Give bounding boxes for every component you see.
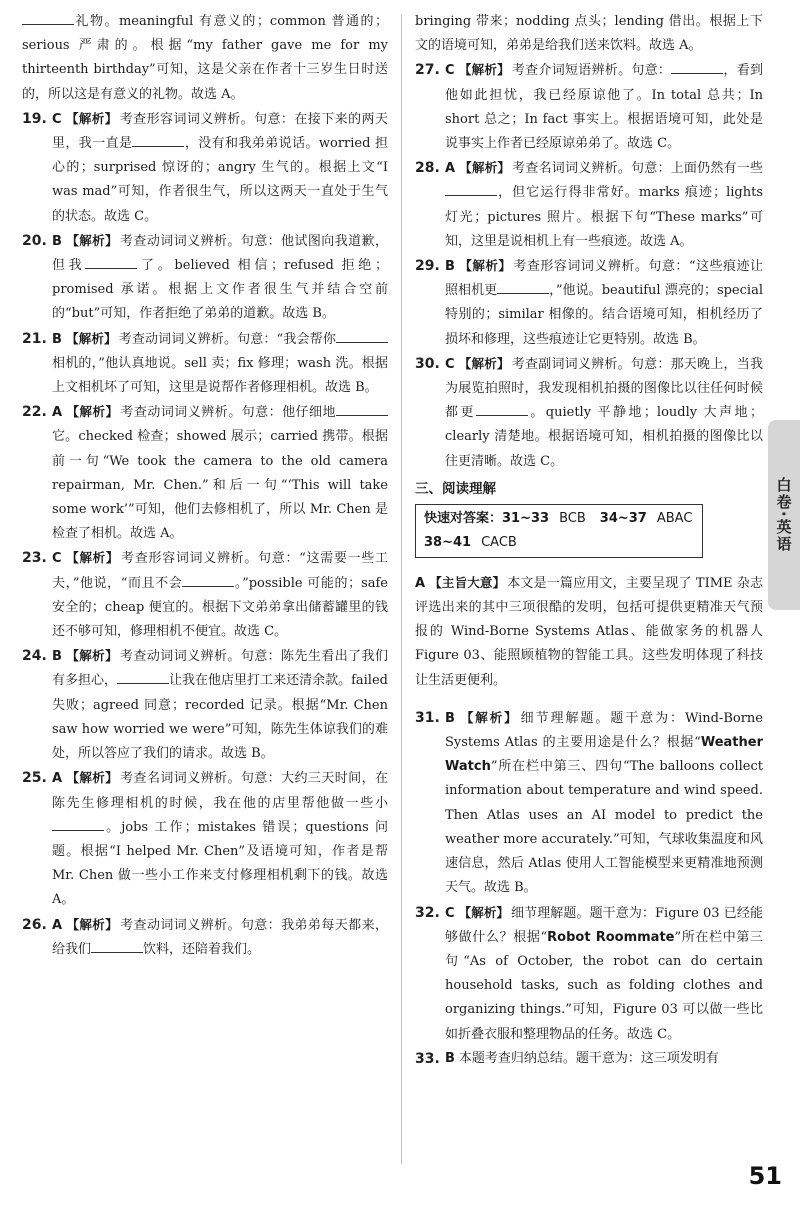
question-number: 28. bbox=[415, 160, 440, 177]
answer-letter: C bbox=[445, 905, 455, 921]
answer-item bbox=[22, 327, 388, 401]
question-number: 27. bbox=[415, 62, 440, 79]
answer-blank bbox=[336, 401, 388, 416]
side-tab-label: 白卷·英语 bbox=[774, 477, 793, 553]
main-idea-text: 本文是一篇应用文，主要呈现了 TIME 杂志评选出来的其中三项很酷的发明，包括可提供更精准天气预报的 Wind-Borne Systems Atlas、能做家务的机器人 Figure 03、能照顾植物的智能工具。这些发明体现了科技让生活更便利。 bbox=[415, 575, 763, 688]
answer-letter: B bbox=[52, 649, 62, 665]
answer-item bbox=[22, 644, 388, 766]
quick-answer-label: 快速对答案： bbox=[424, 510, 503, 526]
explanation-text: ，看到他如此担忧，我已经原谅他了。In total 总共；In short 总之；In fact 事实上。根据语境可知，此处是说事实上作者已经原谅弟弟了。故选 C。 bbox=[445, 63, 763, 152]
explanation-text: 考查介词短语辨析。句意： bbox=[511, 63, 672, 79]
answer-letter: C bbox=[445, 63, 455, 79]
quick-answer-box bbox=[415, 504, 703, 558]
explanation-text: 考查名词词义辨析。句意：上面仍然有一些 bbox=[512, 161, 763, 177]
reading-answers bbox=[415, 706, 763, 1071]
analysis-tag: 【解析】 bbox=[458, 258, 512, 274]
answer-blank bbox=[497, 279, 549, 294]
question-number: 23. bbox=[22, 550, 47, 567]
main-idea-tag: 【主旨大意】 bbox=[429, 574, 506, 590]
vocab-answers-continued bbox=[415, 10, 763, 474]
explanation-text: 礼物。meaningful 有意义的；common 普通的；serious 严肃的。根据“my father gave me for my thirteenth birthday”可知，这是父亲在作者十三岁生日时送的，所以这是有意义的礼物。故选 A。 bbox=[22, 14, 388, 102]
answer-letter: C bbox=[52, 111, 62, 127]
analysis-tag: 【解析】 bbox=[458, 709, 519, 725]
answer-blank bbox=[22, 10, 74, 25]
analysis-tag: 【解析】 bbox=[65, 550, 120, 566]
question-number: 22. bbox=[22, 404, 47, 421]
explanation-text: 它。checked 检查；showed 展示；carried 携带。根据前一句“We took the camera to the old camera repairman, Mr. Chen.”和后一句“‘This will take some work’”可知，他们去修相机了，所以 Mr. Chen 是检查了相机。故选 A。 bbox=[52, 429, 388, 542]
question-number: 33. bbox=[415, 1050, 440, 1067]
answer-letter: A bbox=[445, 161, 456, 177]
answer-letter: A bbox=[52, 917, 63, 933]
explanation-text: 考查形容词词义辨析。句意：在接下来的两天里，我一直是 bbox=[52, 111, 388, 152]
analysis-tag: 【解析】 bbox=[66, 404, 119, 420]
answer-item bbox=[415, 352, 763, 474]
column-divider bbox=[401, 14, 402, 1164]
explanation-text: 考查形容词词义辨析。句意：“这些痕迹让照相机更 bbox=[445, 259, 763, 299]
page-number: 51 bbox=[748, 1162, 782, 1190]
question-number: 21. bbox=[22, 330, 47, 347]
answer-letter: B bbox=[445, 259, 455, 275]
explanation-text: 考查形容词词义辨析。句意：“这需要一些工夫，”他说，“而且不会 bbox=[52, 551, 388, 591]
analysis-tag: 【解析】 bbox=[65, 232, 119, 248]
answer-letter: C bbox=[445, 356, 455, 372]
question-number: 25. bbox=[22, 770, 47, 787]
answer-blank bbox=[182, 572, 234, 587]
question-number: 31. bbox=[415, 709, 440, 726]
question-number: 29. bbox=[415, 258, 440, 275]
quick-answer-values: CACB bbox=[481, 534, 517, 550]
answer-item bbox=[415, 156, 763, 254]
explanation-text: 考查动词词义辨析。句意：他仔细地 bbox=[120, 405, 336, 421]
right-column bbox=[415, 10, 763, 1071]
answer-item bbox=[415, 58, 763, 156]
answer-item bbox=[415, 1047, 763, 1071]
analysis-tag: 【解析】 bbox=[65, 330, 117, 346]
left-column bbox=[22, 10, 388, 962]
explanation-text: 让我在他店里打工来还清余款。failed 失败；agreed 同意；recorded 记录。根据“Mr. Chen saw how worried we were”可知，陈先生体谅我们的难处，所以答应了我们的请求。故选 B。 bbox=[52, 673, 388, 762]
analysis-tag: 【解析】 bbox=[66, 916, 119, 932]
question-number: 20. bbox=[22, 232, 47, 249]
answer-blank bbox=[132, 132, 184, 147]
explanation-text: ，但它运行得非常好。marks 痕迹；lights 灯光；pictures 照片。根据下句“These marks”可知，这里是说相机上有一些痕迹。故选 A。 bbox=[445, 185, 763, 249]
explanation-text: 考查动词词义辨析。句意：他试图向我道歉，但我 bbox=[52, 233, 388, 274]
explanation-text: 考查副词词义辨析。句意：那天晚上，当我为展览拍照时，我发现相机拍摄的图像比以往任何时候都更 bbox=[445, 356, 763, 421]
explanation-text: bringing 带来；nodding 点头；lending 借出。根据上下文的语境可知，弟弟是给我们送来饮料。故选 A。 bbox=[415, 14, 763, 54]
question-number: 24. bbox=[22, 648, 47, 665]
explanation-text: 了。believed 相信；refused 拒绝；promised 承诺。根据上文作者很生气并结合空前的“but”可知，作者拒绝了弟弟的道歉。故选 B。 bbox=[52, 258, 388, 322]
explanation-text: ，没有和我弟弟说话。worried 担心的；surprised 惊讶的；angry 生气的。根据上文“I was mad”可知，作者很生气，所以这两天一直处于生气的状态。故选 C。 bbox=[52, 136, 388, 224]
explanation-text: ”所在栏中第三句“As of October, the robot can do certain household tasks, such as folding clothes and organizing things.”可知，Figure 03 可以做一些比如折叠衣服和整理物品的任务。故选 C。 bbox=[445, 929, 764, 1042]
quick-answer-values: ABAC bbox=[656, 510, 693, 526]
explanation-text: 考查动词词义辨析。句意：陈先生看出了我们有多担心， bbox=[52, 649, 388, 689]
answer-item bbox=[22, 546, 388, 644]
answer-blank bbox=[117, 669, 169, 684]
answer-item bbox=[415, 901, 763, 1047]
question-number: 19. bbox=[22, 110, 47, 127]
explanation-text: 饮料，还陪着我们。 bbox=[143, 941, 261, 957]
analysis-tag: 【解析】 bbox=[458, 355, 510, 371]
answer-item bbox=[22, 229, 388, 327]
answer-blank bbox=[336, 328, 388, 343]
question-number: 30. bbox=[415, 355, 440, 372]
answer-item bbox=[22, 107, 388, 229]
section-title: 三、阅读理解 bbox=[415, 480, 496, 497]
answer-blank bbox=[85, 254, 137, 269]
analysis-tag: 【解析】 bbox=[66, 770, 119, 786]
answer-letter: B bbox=[445, 710, 455, 726]
explanation-text: 考查动词词义辨析。句意：我弟弟每天都来，给我们 bbox=[52, 917, 388, 957]
answer-blank bbox=[476, 401, 528, 416]
explanation-text: 。quietly 平静地；loudly 大声地；clearly 清楚地。根据语境可知，相机拍摄的图像比以往更清晰。故选 C。 bbox=[445, 405, 763, 469]
explanation-text: 。jobs 工作；mistakes 错误；questions 问题。根据“I helped Mr. Chen”及语境可知，作者是帮 Mr. Chen 做一些小工作来支付修理相机剩下的钱。故选 A。 bbox=[52, 819, 388, 908]
explanation-text: 。”possible 可能的；safe 安全的；cheap 便宜的。根据下文弟弟拿出储蓄罐里的钱还不够可知，修理相机不便宜。故选 C。 bbox=[52, 575, 388, 640]
analysis-tag: 【解析】 bbox=[458, 62, 510, 78]
answer-item bbox=[22, 400, 388, 546]
question-number: 32. bbox=[415, 904, 440, 921]
analysis-tag: 【解析】 bbox=[459, 160, 511, 176]
answer-letter: A bbox=[52, 405, 63, 421]
answer-item bbox=[415, 10, 763, 58]
column-title-ref: Robot Roommate bbox=[547, 929, 675, 945]
main-idea-answer: A bbox=[415, 575, 426, 591]
quick-answer-range: 38~41 bbox=[424, 534, 472, 550]
answer-letter: B bbox=[52, 233, 62, 249]
explanation-text: 本题考查归纳总结。题干意为：这三项发明有 bbox=[458, 1050, 719, 1066]
analysis-tag: 【解析】 bbox=[458, 904, 510, 920]
explanation-text: ”所在栏中第三、四句“The balloons collect information about temperature and wind speed. Then Atlas uses an AI model to predict the weather more accurately.”可知，气球收集温度和风速信息，然后 Atlas 使用人工智能模型来更精准地预测天气。故选 B。 bbox=[445, 759, 763, 896]
answer-letter: B bbox=[445, 1050, 455, 1066]
analysis-tag: 【解析】 bbox=[65, 110, 118, 126]
quick-answer-range: 34~37 bbox=[599, 510, 647, 526]
answer-item bbox=[22, 766, 388, 912]
column-title-ref: Weather Watch bbox=[445, 735, 763, 775]
answer-item bbox=[415, 706, 763, 901]
explanation-text: 相机的，”他认真地说。sell 卖；fix 修理；wash 洗。根据上文相机坏了可知，这里是说帮作者修理相机。故选 B。 bbox=[52, 355, 388, 396]
explanation-text: 细节理解题。题干意为：Figure 03 已经能够做什么？根据“ bbox=[445, 905, 763, 945]
quick-answer-range: 31~33 bbox=[502, 510, 550, 526]
main-idea-paragraph bbox=[415, 571, 763, 693]
explanation-text: 考查名词词义辨析。句意：大约三天时间，在陈先生修理相机的时候，我在他的店里帮他做一些小 bbox=[52, 771, 388, 811]
answer-blank bbox=[52, 816, 104, 831]
answer-item bbox=[22, 10, 388, 107]
answer-item bbox=[415, 254, 763, 352]
answer-letter: B bbox=[52, 331, 62, 347]
analysis-tag: 【解析】 bbox=[65, 648, 119, 664]
explanation-text: 考查动词词义辨析。句意：“我会帮你 bbox=[118, 331, 336, 347]
answer-blank bbox=[671, 59, 723, 74]
explanation-text: 细节理解题。题干意为：Wind-Borne Systems Atlas 的主要用途是什么？根据“ bbox=[445, 710, 763, 751]
answer-blank bbox=[91, 938, 143, 953]
answer-blank bbox=[445, 181, 497, 196]
question-number: 26. bbox=[22, 916, 47, 933]
answer-letter: A bbox=[52, 771, 63, 787]
explanation-text: ，”他说。beautiful 漂亮的；special 特别的；similar 相像的。结合语境可知，相机经历了损坏和修理，这些痕迹让它更特别。故选 B。 bbox=[445, 283, 763, 347]
answer-letter: C bbox=[52, 551, 62, 567]
answer-item bbox=[22, 913, 388, 962]
quick-answer-values: BCB bbox=[559, 510, 586, 526]
side-tab bbox=[768, 420, 800, 610]
